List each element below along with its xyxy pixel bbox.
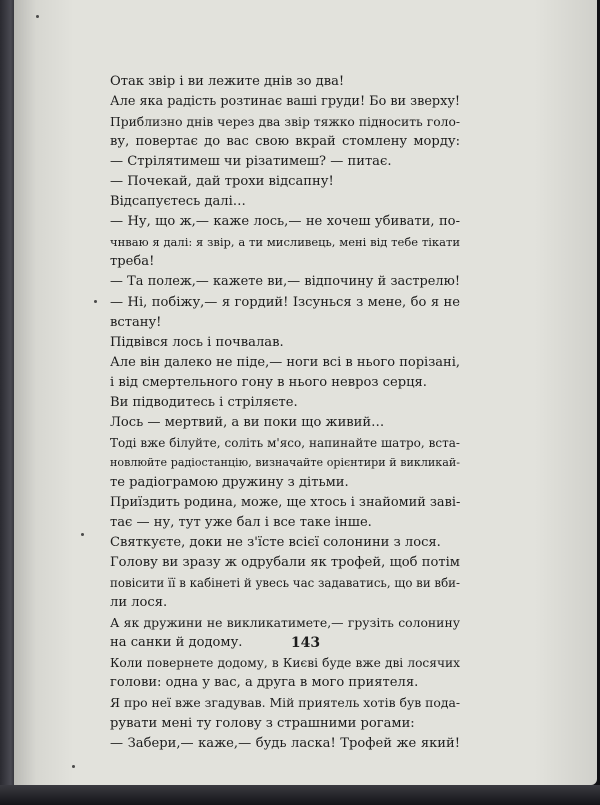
text-line: Лось — мертвий, а ви поки що живий… [110, 414, 385, 430]
text-line: голови: одна у вас, а друга в мого приятеля. [110, 675, 419, 691]
text-line: ли лося. [110, 595, 168, 611]
text-line: новлюйте радіостанцію, визначайте орієнтири й викликай- [110, 455, 460, 469]
text-line: — Ну, що ж,— каже лось,— не хочеш убивати, по- [110, 214, 460, 230]
text-line: чнваю я далі: я звір, а ти мисливець, мені від тебе тікати [110, 235, 460, 250]
text-line: — Почекай, дай трохи відсапну! [110, 174, 334, 190]
text-line: треба! [110, 254, 155, 270]
text-line: Приблизно днів через два звір тяжко підносить голо- [110, 115, 460, 130]
scan-bottom-edge [0, 785, 600, 805]
text-line: на санки й додому. [110, 635, 243, 651]
text-line: ву, повертає до вас свою вкрай стомлену морду: [110, 134, 460, 150]
speck [94, 300, 97, 303]
body-text [110, 72, 460, 754]
text-line: Підвівся лось і почвалав. [110, 334, 284, 350]
text-line: Отак звір і ви лежите днів зо два! [110, 74, 345, 89]
text-line: рувати мені ту голову з страшними рогами: [110, 715, 415, 731]
text-line: Коли повернете додому, в Києві буде вже дві лосячих [110, 656, 460, 671]
text-line: — Та полеж,— кажете ви,— відпочину й застрелю! [110, 274, 460, 290]
text-line: — Стрілятимеш чи різатимеш? — питає. [110, 154, 392, 170]
text-line: Святкуєте, доки не з'їсте всієї солонини з лося. [110, 535, 441, 551]
text-line: — Ні, побіжу,— я гордий! Ізсунься з мене, бо я не [110, 294, 460, 310]
text-line: повісити її в кабінеті й увесь час задаватись, що ви вби- [110, 576, 461, 591]
text-line: Але він далеко не піде,— ноги всі в нього порізані, [110, 354, 460, 370]
speck [72, 765, 75, 768]
text-line: Тоді вже білуйте, соліть м'ясо, напинайте шатро, вста- [110, 435, 460, 450]
text-line: Але яка радість розтинає ваші груди! Бо ви зверху! [110, 94, 460, 110]
text-line: те радіограмою дружину з дітьми. [110, 474, 349, 490]
text-line: Приїздить родина, може, ще хтось і знайомий заві- [110, 494, 461, 510]
text-line: А як дружини не викликатимете,— грузіть солонину [110, 615, 460, 631]
text-line: Ви підводитесь і стріляєте. [110, 394, 298, 410]
page-number: 143 [290, 635, 321, 651]
text-line: Я про неї вже згадував. Мій приятель хотів був пода- [110, 695, 461, 711]
book-page [14, 0, 597, 785]
text-line: Відсапуєтесь далі… [110, 194, 246, 210]
text-line: Голову ви зразу ж одрубали як трофей, щоб потім [110, 555, 460, 571]
speck [36, 15, 39, 18]
text-line: — Забери,— каже,— будь ласка! Трофей же який! [110, 735, 460, 751]
page-number-container [14, 635, 597, 651]
text-line: встану! [110, 314, 162, 330]
text-line: тає — ну, тут уже бал і все таке інше. [110, 515, 372, 531]
text-line: і від смертельного гону в нього невроз серця. [110, 374, 427, 390]
speck [81, 533, 84, 536]
